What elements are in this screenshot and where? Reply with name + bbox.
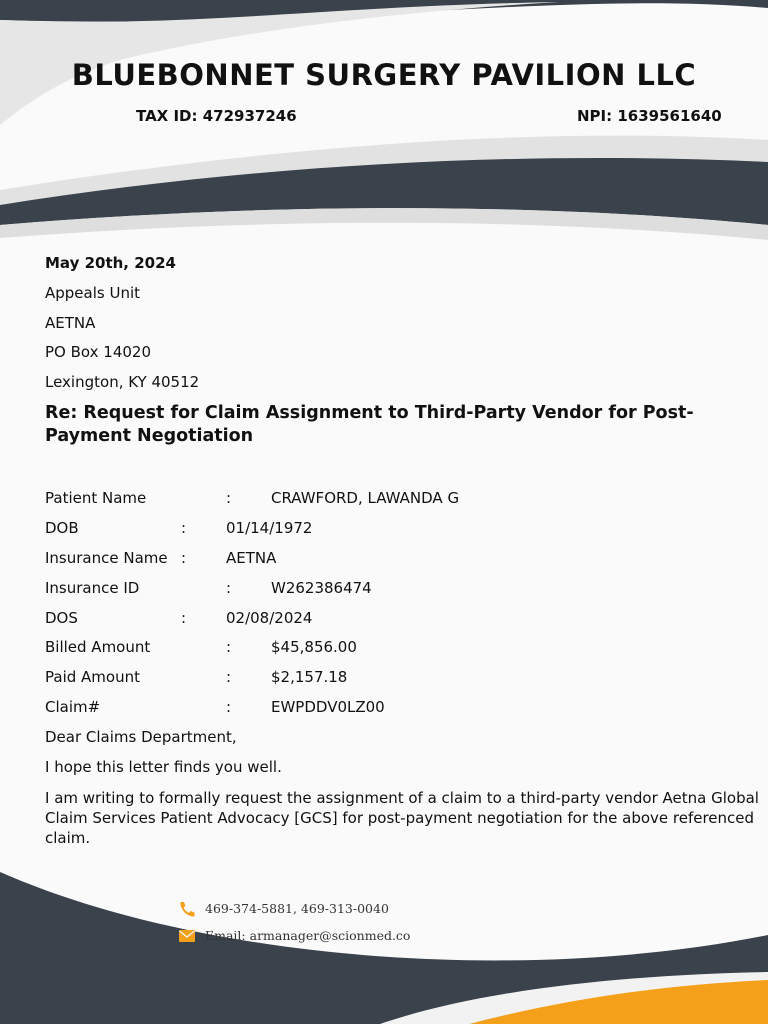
recipient-line: Appeals Unit — [45, 284, 141, 302]
field-value: 02/08/2024 — [226, 609, 313, 627]
field-row — [45, 638, 745, 658]
field-value: $45,856.00 — [271, 638, 357, 656]
field-separator: : — [226, 698, 232, 716]
tax-id: TAX ID: 472937246 — [136, 107, 297, 125]
field-separator: : — [226, 489, 232, 507]
subject-line: Re: Request for Claim Assignment to Third-Party Vendor for Post-Payment Negotiation — [45, 403, 694, 446]
field-row — [45, 668, 745, 688]
field-value: AETNA — [226, 549, 277, 567]
envelope-icon — [178, 928, 196, 944]
recipient-line: AETNA — [45, 314, 96, 332]
field-row — [45, 549, 745, 569]
field-value: 01/14/1972 — [226, 519, 313, 537]
field-label: DOB — [45, 519, 79, 537]
field-row — [45, 579, 745, 599]
email-address: Email: armanager@scionmed.co — [205, 928, 411, 943]
field-row — [45, 609, 745, 629]
greeting: I hope this letter finds you well. — [45, 758, 282, 776]
field-separator: : — [226, 579, 232, 597]
field-separator: : — [181, 609, 187, 627]
field-row — [45, 698, 745, 718]
field-label: Patient Name — [45, 489, 147, 507]
field-row — [45, 519, 745, 539]
field-label: Billed Amount — [45, 638, 151, 656]
phone-icon — [178, 901, 196, 917]
body-paragraph: I am writing to formally request the assignment of a claim to a third-party vendor Aetna Global Claim Services Patient Advocacy [GCS] for post-payment negotiation for the above referenced claim. — [45, 789, 759, 847]
recipient-line: Lexington, KY 40512 — [45, 373, 200, 391]
npi-number: NPI: 1639561640 — [577, 107, 722, 125]
field-value: W262386474 — [271, 579, 372, 597]
field-label: Claim# — [45, 698, 101, 716]
field-row — [45, 489, 745, 509]
salutation: Dear Claims Department, — [45, 728, 237, 746]
field-label: DOS — [45, 609, 78, 627]
field-separator: : — [181, 519, 187, 537]
field-label: Insurance Name — [45, 549, 168, 567]
field-value: CRAWFORD, LAWANDA G — [271, 489, 460, 507]
field-separator: : — [226, 638, 232, 656]
phone-numbers: 469-374-5881, 469-313-0040 — [205, 901, 389, 916]
field-separator: : — [226, 668, 232, 686]
letter-date: May 20th, 2024 — [45, 254, 176, 272]
recipient-line: PO Box 14020 — [45, 343, 151, 361]
field-label: Insurance ID — [45, 579, 140, 597]
field-value: EWPDDV0LZ00 — [271, 698, 385, 716]
field-value: $2,157.18 — [271, 668, 348, 686]
company-name: BLUEBONNET SURGERY PAVILION LLC — [71, 58, 697, 92]
field-separator: : — [181, 549, 187, 567]
field-label: Paid Amount — [45, 668, 140, 686]
